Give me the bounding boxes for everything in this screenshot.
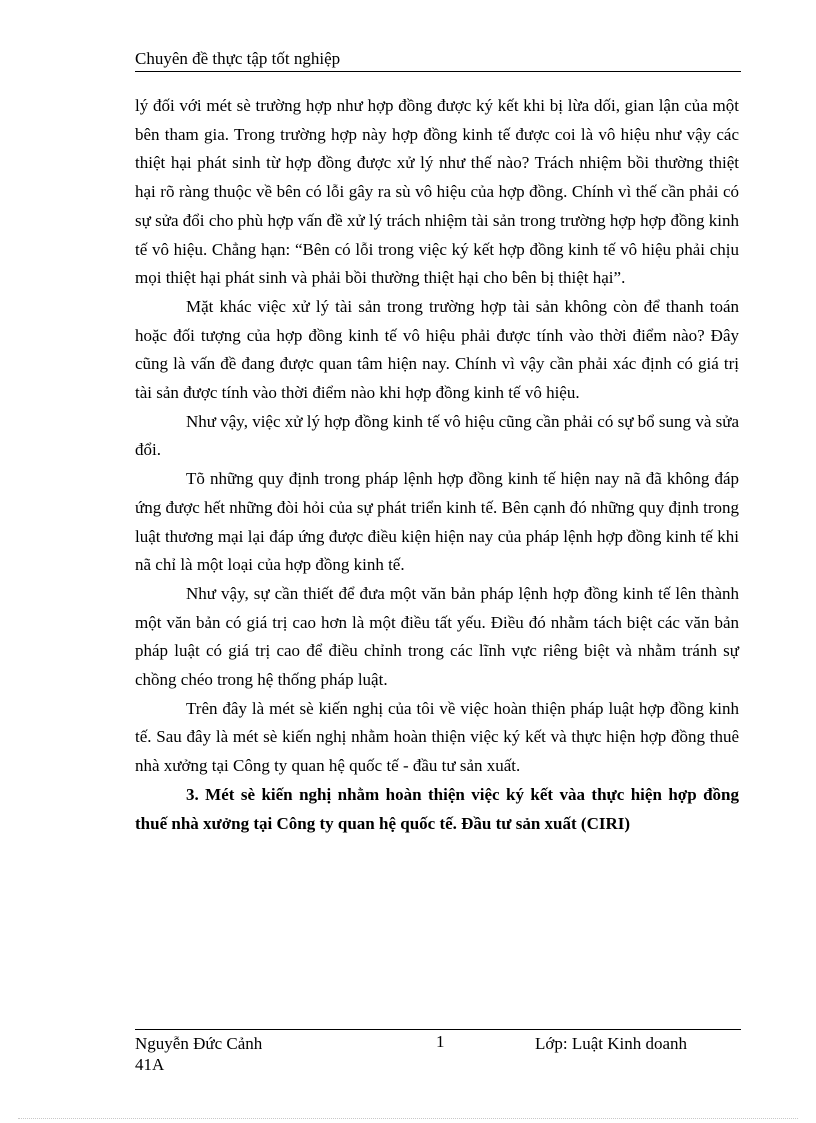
- section-heading: 3. Mét sè kiến nghị nhằm hoàn thiện việc ký kết vàa thực hiện hợp đồng thuế nhà xưởng tại Công ty quan hệ quốc tế. Đầu tư sản xuất (CIRI): [135, 784, 739, 833]
- header-title: Chuyên đề thực tập tốt nghiệp: [135, 49, 341, 68]
- page-number: 1: [436, 1032, 445, 1051]
- footer-author-block: [135, 1033, 262, 1075]
- paragraph: Mặt khác việc xử lý tài sản trong trường hợp tài sản không còn để thanh toán hoặc đối tượng của hợp đồng kinh tế vô hiệu phải được tính vào thời điểm nào? Đây cũng là vấn đề đang được quan tâm hiện nay. Chính vì vậy cần phải xác định có giá trị tài sản được tính vào thời điểm nào khi hợp đồng kinh tế vô hiệu.: [135, 296, 739, 403]
- paragraph: Như vậy, sự cần thiết để đưa một văn bản pháp lệnh hợp đồng kinh tế lên thành một văn bản có giá trị cao hơn là một điều tất yếu. Điều đó nhằm tách biệt các văn bản pháp luật có giá trị cao để điều chỉnh trong các lĩnh vực riêng biệt và nhằm tránh sự chồng chéo trong hệ thống pháp luật.: [135, 583, 739, 690]
- footer-author-name: Nguyễn Đức Cảnh: [135, 1034, 263, 1053]
- paragraph: Tõ những quy định trong pháp lệnh hợp đồng kinh tế hiện nay nã đã không đáp ứng được hết những đòi hỏi của sự phát triển kinh tế. Bên cạnh đó những quy định trong luật thương mại lại đáp ứng được điều kiện hiện nay của pháp lệnh hợp đồng kinh tế khi nã chỉ là một loại của hợp đồng kinh tế.: [135, 469, 739, 575]
- footer-author-class-code: 41A: [135, 1055, 165, 1074]
- page-edge-divider: [18, 1118, 798, 1119]
- paragraph: Như vậy, việc xử lý hợp đồng kinh tế vô hiệu cũng cần phải có sự bổ sung và sửa đổi.: [135, 411, 739, 460]
- paragraph: Trên đây là mét sè kiến nghị của tôi về việc hoàn thiện pháp luật hợp đồng kinh tế. Sau đây là mét sè kiến nghị nhằm hoàn thiện việc ký kết và thực hiện hợp đồng thuê nhà xưởng tại Công ty quan hệ quốc tế - đầu tư sản xuất.: [135, 698, 739, 776]
- footer-divider: [135, 1029, 741, 1030]
- document-body: [135, 92, 739, 838]
- footer-class-label: Lớp: Luật Kinh doanh: [535, 1034, 688, 1053]
- page-header: [135, 48, 741, 72]
- paragraph-continuation: lý đối với mét sè trường hợp như hợp đồng được ký kết khi bị lừa dối, gian lận của một bên tham gia. Trong trường hợp này hợp đồng kinh tế được coi là vô hiệu như vậy các thiệt hại phát sinh từ hợp đồng được xử lý như thế nào? Trách nhiệm bồi thường thiệt hại rõ ràng thuộc về bên có lỗi gây ra sù vô hiệu của hợp đồng. Chính vì thế cần phải có sự sửa đổi cho phù hợp vấn đề xử lý trách nhiệm tài sản trong trường hợp hợp đồng kinh tế vô hiệu. Chẳng hạn: “Bên có lỗi trong việc ký kết hợp đồng kinh tế vô hiệu phải chịu mọi thiệt hại phát sinh và phải bồi thường thiệt hại cho bên bị thiệt hại”.: [135, 96, 739, 288]
